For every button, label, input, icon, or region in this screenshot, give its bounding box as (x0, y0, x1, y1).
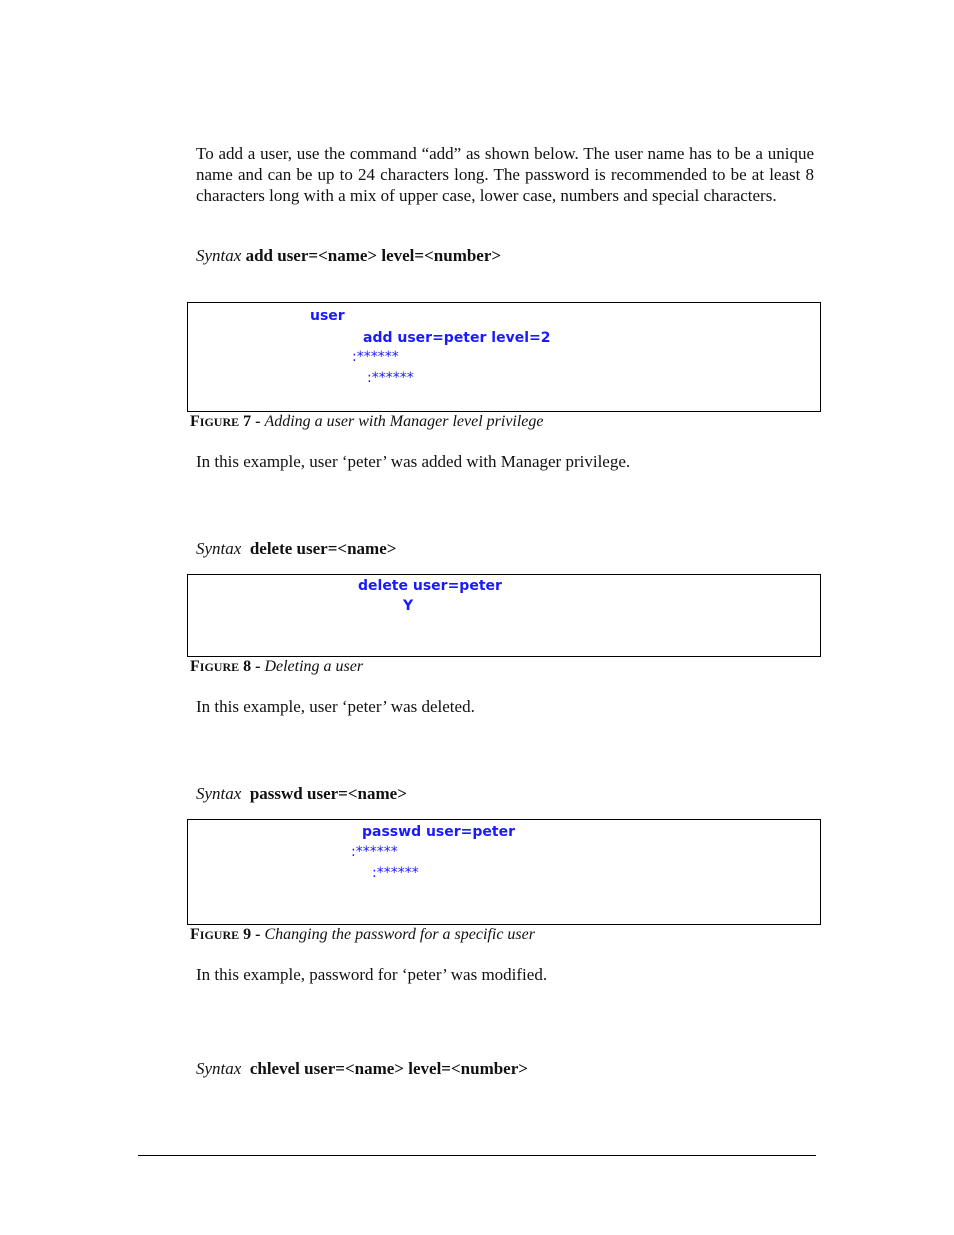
add-syntax-command: add user=<name> level=<number> (245, 246, 502, 265)
terminal-line: passwd user=peter (362, 824, 516, 840)
delete-syntax-line (196, 538, 396, 559)
figure-7-caption: FIGURE 7 - Adding a user with Manager level privilege (190, 413, 544, 430)
figure-label: FIGURE 8 (190, 658, 252, 675)
delete-user-terminal-box (187, 574, 821, 657)
passwd-syntax-command: passwd user=<name> (249, 784, 407, 803)
delete-result-text: In this example, user ‘peter’ was deleted. (196, 697, 475, 716)
terminal-password-line: :****** (372, 865, 419, 881)
add-syntax-line (196, 245, 501, 266)
passwd-terminal-box (187, 819, 821, 925)
chlevel-syntax-line (196, 1058, 528, 1079)
figure-8-caption: FIGURE 8 - Deleting a user (190, 658, 364, 675)
add-result-text: In this example, user ‘peter’ was added with Manager privilege. (196, 452, 631, 471)
terminal-password-line: :****** (351, 844, 398, 860)
syntax-label: Syntax (196, 1059, 242, 1078)
terminal-line: Y (403, 598, 414, 614)
figure-9-caption: FIGURE 9 - Changing the password for a specific user (190, 926, 535, 943)
add-user-terminal-box (187, 302, 821, 412)
passwd-result-text: In this example, password for ‘peter’ was modified. (196, 965, 548, 984)
passwd-syntax-line (196, 783, 407, 804)
syntax-label: Syntax (196, 784, 242, 803)
footer-rule (138, 1155, 816, 1156)
terminal-password-line: :****** (352, 349, 399, 365)
terminal-line: add user=peter level=2 (363, 330, 551, 346)
terminal-line: user (310, 308, 345, 324)
terminal-password-line: :****** (367, 370, 414, 386)
delete-syntax-command: delete user=<name> (249, 539, 397, 558)
figure-label: FIGURE 7 (190, 413, 252, 430)
chlevel-syntax-command: chlevel user=<name> level=<number> (249, 1059, 528, 1078)
terminal-line: delete user=peter (358, 578, 502, 594)
intro-paragraph: To add a user, use the command “add” as shown below. The user name has to be a unique name and can be up to 24 characters long. The password is recommended to be at least 8 characters long with a mix of upper case, lower case, numbers and special characters. (196, 144, 814, 205)
syntax-label: Syntax (196, 539, 242, 558)
syntax-label: Syntax (196, 246, 242, 265)
figure-label: FIGURE 9 (190, 926, 252, 943)
